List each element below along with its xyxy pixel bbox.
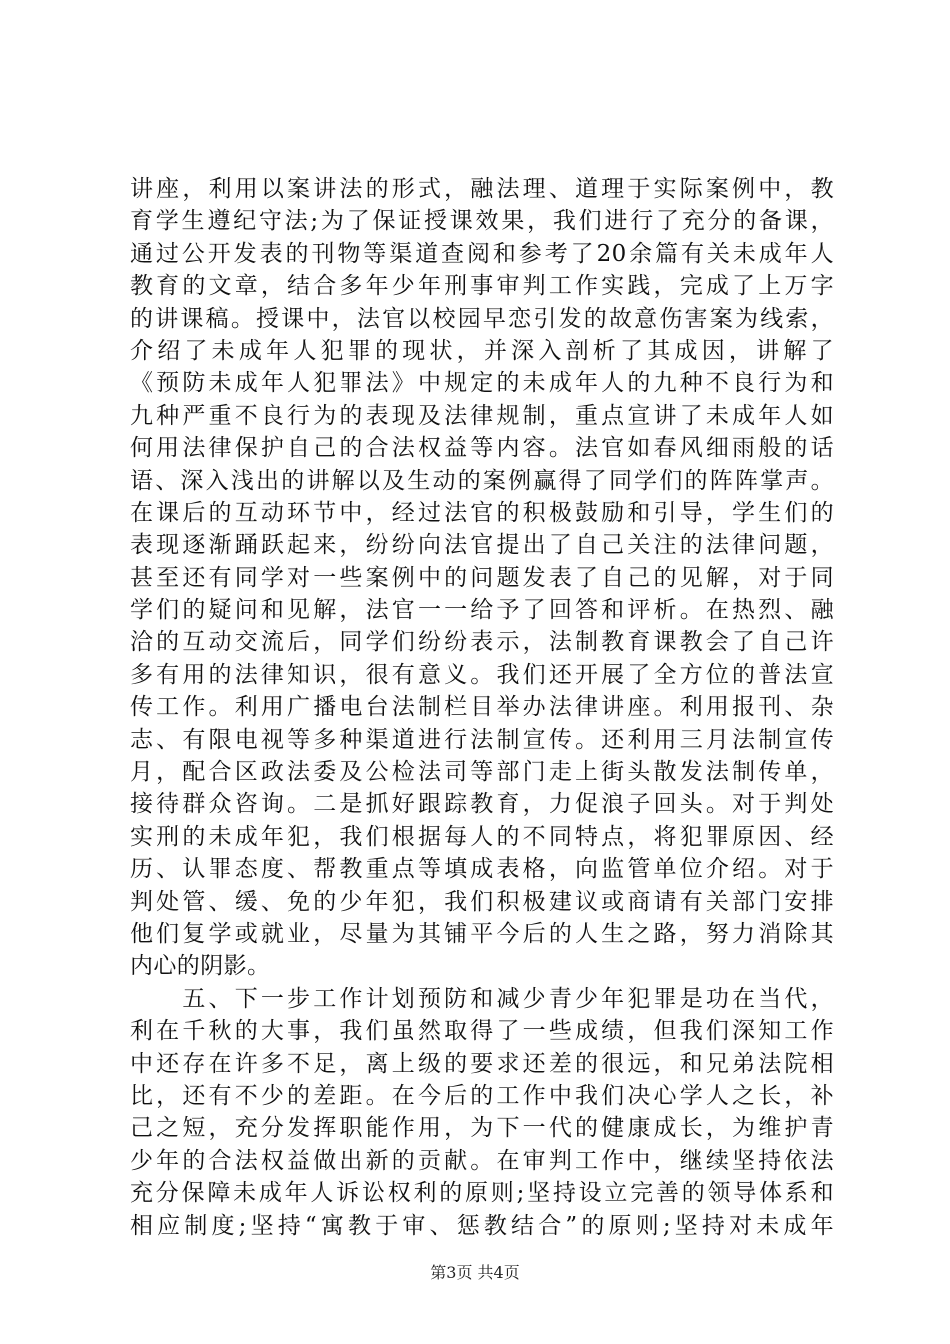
text-line: 己之短，充分发挥职能作用，为下一代的健康成长，为维护青: [130, 1115, 834, 1142]
text-line: 九种严重不良行为的表现及法律规制，重点宣讲了未成年人如: [130, 402, 834, 429]
text-line: 五、下一步工作计划预防和减少青少年犯罪是功在当代，: [130, 985, 834, 1012]
text-line: 实刑的未成年犯，我们根据每人的不同特点，将犯罪原因、经: [130, 823, 834, 850]
text-line: 相应制度;坚持“寓教于审、惩教结合”的原则;坚持对未成年: [130, 1212, 834, 1239]
text-line: 《预防未成年人犯罪法》中规定的未成年人的九种不良行为和: [130, 370, 834, 397]
text-line: 志、有限电视等多种渠道进行法制宣传。还利用三月法制宣传: [130, 726, 834, 753]
page-number-footer: 第3页 共4页: [430, 1263, 520, 1282]
text-line: 多有用的法律知识，很有意义。我们还开展了全方位的普法宣: [130, 661, 834, 688]
text-line: 甚至还有同学对一些案例中的问题发表了自己的见解，对于同: [130, 564, 834, 591]
text-line: 语、深入浅出的讲解以及生动的案例赢得了同学们的阵阵掌声。: [130, 467, 834, 494]
body-text: [130, 173, 834, 1242]
text-line: 通过公开发表的刊物等渠道查阅和参考了20余篇有关未成年人: [130, 240, 834, 267]
text-line: 接待群众咨询。二是抓好跟踪教育，力促浪子回头。对于判处: [130, 791, 834, 818]
text-line: 的讲课稿。授课中，法官以校园早恋引发的故意伤害案为线索，: [130, 305, 834, 332]
text-line: 学们的疑问和见解，法官一一给予了回答和评析。在热烈、融: [130, 597, 834, 624]
text-line: 育学生遵纪守法;为了保证授课效果，我们进行了充分的备课，: [130, 208, 834, 235]
text-line: 内心的阴影。: [130, 953, 271, 980]
text-line: 介绍了未成年人犯罪的现状，并深入剖析了其成因，讲解了: [130, 337, 834, 364]
text-line: 充分保障未成年人诉讼权利的原则;坚持设立完善的领导体系和: [130, 1180, 834, 1207]
text-line: 洽的互动交流后，同学们纷纷表示，法制教育课教会了自己许: [130, 629, 834, 656]
text-line: 传工作。利用广播电台法制栏目举办法律讲座。利用报刊、杂: [130, 694, 834, 721]
text-line: 比，还有不少的差距。在今后的工作中我们决心学人之长，补: [130, 1082, 834, 1109]
text-line: 在课后的互动环节中，经过法官的积极鼓励和引导，学生们的: [130, 499, 834, 526]
text-line: 何用法律保护自己的合法权益等内容。法官如春风细雨般的话: [130, 435, 834, 462]
text-line: 月，配合区政法委及公检法司等部门走上街头散发法制传单，: [130, 759, 834, 786]
text-line: 利在千秋的大事，我们虽然取得了一些成绩，但我们深知工作: [130, 1018, 834, 1045]
text-line: 少年的合法权益做出新的贡献。在审判工作中，继续坚持依法: [130, 1147, 834, 1174]
text-line: 判处管、缓、免的少年犯，我们积极建议或商请有关部门安排: [130, 888, 834, 915]
text-line: 表现逐渐踊跃起来，纷纷向法官提出了自己关注的法律问题，: [130, 532, 834, 559]
text-line: 他们复学或就业，尽量为其铺平今后的人生之路，努力消除其: [130, 920, 834, 947]
text-line: 讲座，利用以案讲法的形式，融法理、道理于实际案例中，教: [130, 176, 834, 202]
text-line: 历、认罪态度、帮教重点等填成表格，向监管单位介绍。对于: [130, 856, 834, 883]
text-line: 教育的文章，结合多年少年刑事审判工作实践，完成了上万字: [130, 273, 834, 300]
text-line: 中还存在许多不足，离上级的要求还差的很远，和兄弟法院相: [130, 1050, 834, 1077]
